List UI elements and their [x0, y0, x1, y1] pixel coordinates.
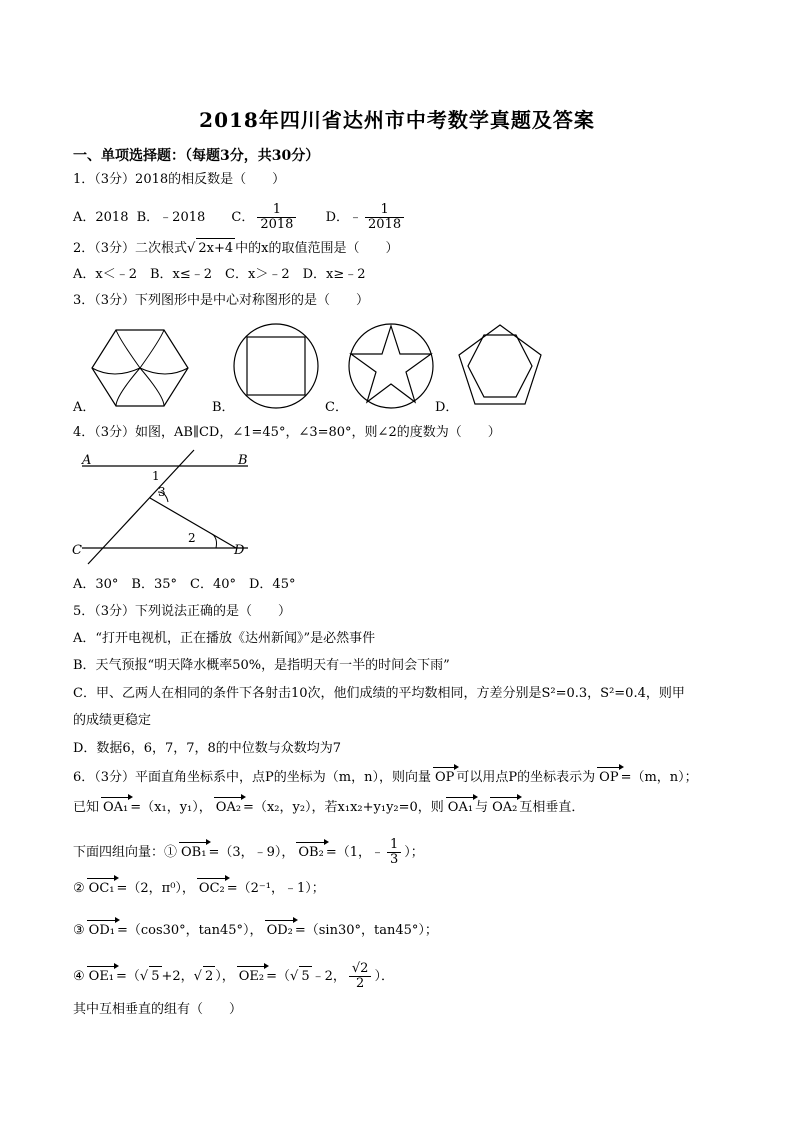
sqrt-icon: √ [139, 969, 149, 984]
q6-text: ﹣2， [311, 969, 346, 984]
q6-text: =（ [116, 969, 140, 984]
q6-text: ③ [73, 923, 85, 938]
q1-option-c-fraction [257, 203, 296, 232]
q5-stem: 5．（3分）下列说法正确的是（ ） [73, 604, 292, 619]
point-b-label: B [238, 453, 248, 468]
q5-option-c-line2: 的成绩更稳定 [73, 713, 152, 728]
point-c-label: C [72, 543, 82, 558]
circle-star-figure [345, 322, 437, 410]
q6-text: =（x₂，y₂），若x₁x₂+y₁y₂=0，则 [243, 800, 444, 815]
point-d-label: D [234, 543, 245, 558]
vector-oc2: OC₂ [197, 878, 227, 899]
q6-text: =（ [266, 969, 291, 984]
q2-stem-suffix: 中的x的取值范围是（ ） [235, 241, 399, 256]
sqrt-icon: √ [290, 969, 299, 984]
vector-op: OP [597, 767, 620, 788]
q3-stem: 3．（3分）下列图形中是中心对称图形的是（ ） [73, 293, 370, 308]
q2-stem [73, 238, 398, 259]
q6-text: ）； [404, 845, 424, 860]
q4-stem: 4．（3分）如图，AB∥CD，∠1=45°，∠3=80°，则∠2的度数为（ ） [73, 425, 501, 440]
q6-text: =（x₁，y₁）， [130, 800, 212, 815]
section-heading: 一、单项选择题：（每题3分，共30分） [73, 148, 320, 164]
q6-line4 [73, 878, 325, 899]
q6-text: ）． [374, 969, 394, 984]
angle-3-label: 3 [158, 485, 166, 499]
fraction-denominator: 2018 [368, 217, 402, 232]
radicand: 5 [299, 966, 311, 987]
q6-text: 已知 [73, 800, 100, 815]
q6-text: 可以用点P的坐标表示为 [456, 770, 596, 785]
vector-oa2: OA₂ [490, 797, 519, 818]
q4-options: A．30° B．35° C．40° D．45° [73, 577, 296, 592]
q6-fraction [349, 962, 372, 991]
pentagon-hexagon-figure [454, 322, 546, 408]
q6-line1 [73, 767, 698, 788]
vector-op: OP [433, 767, 456, 788]
fraction-numerator: 1 [365, 203, 404, 218]
q6-text: =（2，π⁰）， [116, 881, 195, 896]
fraction-denominator: 2018 [260, 217, 294, 232]
q6-text: 互相垂直． [519, 800, 585, 815]
q2-stem-prefix: 2．（3分）二次根式 [73, 241, 188, 256]
q6-text: =（cos30°，tan45°）， [116, 923, 263, 938]
q6-text: ② [73, 881, 85, 896]
q6-text: ④ [73, 969, 85, 984]
q6-fraction [387, 838, 401, 867]
q6-text: =（sin30°，tan45°）； [294, 923, 438, 938]
q5-option-d: D．数据6，6，7，7，8的中位数与众数均为7 [73, 741, 342, 756]
q3-option-a: A． [73, 400, 96, 415]
vector-ob1: OB₁ [179, 842, 208, 863]
page-title: 2018年四川省达州市中考数学真题及答案 [199, 108, 595, 132]
vector-ob2: OB₂ [296, 842, 325, 863]
q1-option-a: A．2018 [73, 210, 129, 225]
vector-oa1: OA₁ [101, 797, 130, 818]
q6-text: =（1，﹣ [325, 845, 384, 860]
q1-option-d-fraction [365, 203, 404, 232]
fraction-numerator: 1 [257, 203, 296, 218]
hexagon-petals-figure [90, 320, 190, 410]
q5-option-b: B．天气预报“明天降水概率50%，是指明天有一半的时间会下雨” [73, 658, 450, 673]
q2-options: A．x＜﹣2 B．x≤﹣2 C．x＞﹣2 D．x≥﹣2 [73, 267, 366, 282]
q6-text: +2， [161, 969, 194, 984]
fraction-numerator: √2 [349, 962, 372, 977]
q6-line7: 其中互相垂直的组有（ ） [73, 1002, 243, 1017]
vector-od1: OD₁ [87, 920, 117, 941]
q6-text: 6．（3分）平面直角坐标系中，点P的坐标为（m，n），则向量 [73, 770, 431, 785]
radicand: 2 [203, 966, 215, 987]
fraction-denominator: 3 [390, 852, 399, 867]
q1-options [73, 203, 407, 232]
fraction-numerator: 1 [387, 838, 401, 853]
sqrt-icon: √ [193, 969, 202, 984]
q1-option-d: D．﹣ [325, 210, 363, 225]
q6-line2 [73, 797, 584, 818]
q1-option-c: C． [231, 210, 255, 225]
angle-1-label: 1 [152, 469, 160, 483]
vector-oa1: OA₁ [446, 797, 475, 818]
q3-option-c: C． [325, 400, 348, 415]
q2-radicand: 2x+4 [196, 238, 235, 259]
vector-oc1: OC₁ [87, 878, 117, 899]
vector-oa2: OA₂ [214, 797, 243, 818]
q6-text: 下面四组向量：① [73, 845, 178, 860]
point-a-label: A [82, 453, 92, 468]
q6-text: 与 [475, 800, 489, 815]
vector-oe2: OE₂ [237, 966, 266, 987]
q1-stem: 1．（3分）2018的相反数是（ ） [73, 172, 286, 187]
q6-text: ）， [215, 969, 235, 984]
angle-2-label: 2 [188, 531, 196, 545]
q3-option-d: D． [435, 400, 459, 415]
sqrt-icon: √ [187, 241, 196, 256]
vector-oe1: OE₁ [87, 966, 116, 987]
q6-line3 [73, 838, 424, 867]
q6-text: =（m，n）； [620, 770, 698, 785]
q6-text: =（2⁻¹，﹣1）； [226, 881, 325, 896]
vector-od2: OD₂ [265, 920, 295, 941]
q6-text: =（3，﹣9）， [208, 845, 295, 860]
fraction-denominator: 2 [356, 976, 365, 991]
q5-option-c-line1: C．甲、乙两人在相同的条件下各射击10次，他们成绩的平均数相同，方差分别是S²=0.3，S²=0.4，则甲 [73, 686, 685, 701]
radicand: 5 [149, 966, 161, 987]
parallel-lines-figure [70, 448, 260, 568]
circle-square-figure [230, 322, 322, 410]
q3-option-b: B． [212, 400, 235, 415]
q1-option-b: B．﹣2018 [136, 210, 206, 225]
q6-line6 [73, 962, 394, 991]
q5-option-a: A．“打开电视机，正在播放《达州新闻》”是必然事件 [73, 631, 376, 646]
q6-line5 [73, 920, 438, 941]
